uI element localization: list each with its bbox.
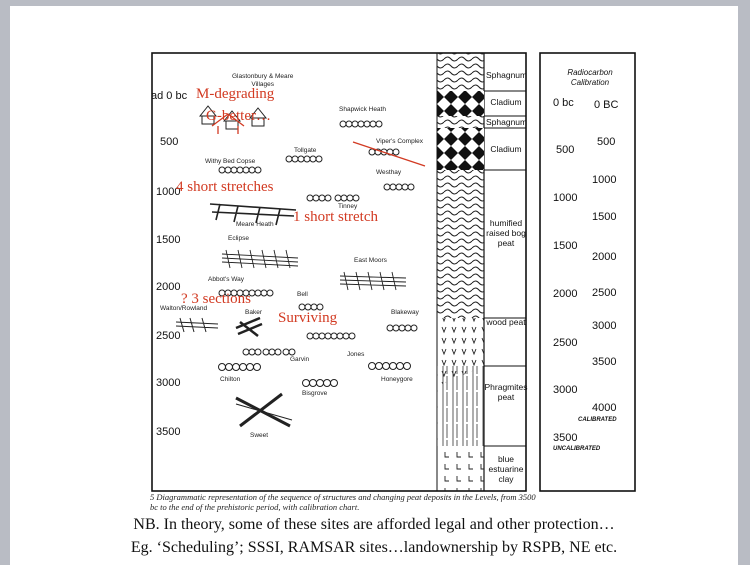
label-baker: Baker: [245, 309, 262, 316]
uncalibrated-label: UNCALIBRATED: [553, 446, 601, 452]
label-garvin: Garvin: [290, 356, 310, 363]
slide: [10, 6, 738, 565]
label-blakeway: Blakeway: [391, 309, 419, 316]
label-sweet: Sweet: [250, 432, 269, 439]
cal-tick: 0 BC: [594, 99, 619, 111]
year-label: ad 0 bc: [151, 90, 188, 102]
annotation-surviving: Surviving: [278, 310, 338, 326]
cal-tick: 1000: [592, 174, 617, 186]
label-meare-heath: Meare Heath: [236, 221, 274, 228]
uncal-tick: 0 bc: [553, 97, 574, 109]
label-bell: Bell: [297, 291, 308, 298]
label-east-moors: East Moors: [354, 257, 387, 264]
figure-caption: 5 Diagrammatic representation of the sequence of structures and changing peat deposits in the Levels, from 3500 bc to the end of the prehistoric period, with calibration chart.: [150, 492, 536, 512]
cal-tick: 3500: [592, 356, 617, 368]
cal-tick: 1500: [592, 211, 617, 223]
annotation-g-better: G-better…: [206, 108, 271, 124]
label-jones: Jones: [347, 351, 365, 358]
cal-tick: 3000: [592, 320, 617, 332]
layer-wood-peat: wood peat: [486, 317, 526, 327]
note-line-1: NB. In theory, some of these sites are afforded legal and other protection…: [133, 516, 615, 533]
label-chilton: Chilton: [220, 376, 241, 383]
layer-humified-peat: humified raised bog peat: [486, 218, 526, 248]
uncal-tick: 500: [556, 144, 575, 156]
label-withy: Withy Bed Copse: [205, 158, 256, 165]
layer-estuarine-clay: blue estuarine clay: [488, 454, 524, 484]
label-tollgate: Tollgate: [294, 147, 317, 154]
label-eclipse: Eclipse: [228, 235, 249, 242]
layer-sphagnum-top: Sphagnum: [486, 70, 528, 80]
annotation-four-short: 4 short stretches: [176, 179, 274, 195]
year-label: 3500: [156, 426, 181, 438]
label-bisgrove: Bisgrove: [302, 390, 328, 397]
year-label: 1000: [156, 186, 181, 198]
cal-tick: 500: [597, 136, 616, 148]
year-label: 2500: [156, 330, 181, 342]
uncal-tick: 2000: [553, 288, 578, 300]
label-westhay: Westhay: [376, 169, 402, 176]
year-label: 3000: [156, 377, 181, 389]
calibration-chart-frame: [540, 53, 635, 491]
uncal-tick: 1500: [553, 240, 578, 252]
layer-sphagnum-2: Sphagnum: [486, 117, 528, 127]
calibrated-label: CALIBRATED: [578, 417, 617, 423]
uncal-tick: 2500: [553, 337, 578, 349]
year-label: 2000: [156, 281, 181, 293]
year-label: 1500: [156, 234, 181, 246]
year-label: 500: [160, 136, 179, 148]
label-glastonbury: Glastonbury & Meare Villages: [232, 73, 294, 88]
uncal-tick: 3500: [553, 432, 578, 444]
layer-cladium-1: Cladium: [490, 97, 522, 107]
layer-cladium-2: Cladium: [490, 144, 522, 154]
cal-tick: 4000: [592, 402, 617, 414]
uncal-tick: 1000: [553, 192, 578, 204]
label-vipers: Viper's Complex: [376, 138, 424, 145]
label-honeygore: Honeygore: [381, 376, 413, 383]
annotation-one-short: 1 short stretch: [293, 209, 378, 225]
uncal-tick: 3000: [553, 384, 578, 396]
annotation-three-sections: ? 3 sections: [181, 291, 251, 307]
annotation-m-degrading: M-degrading: [196, 86, 275, 102]
chain-shapwick: [340, 121, 382, 127]
label-abbots-way: Abbot's Way: [208, 276, 245, 283]
cal-tick: 2500: [592, 287, 617, 299]
calibration-title: Radiocarbon Calibration: [567, 68, 613, 87]
note-line-2: Eg. ‘Scheduling’; SSSI, RAMSAR sites…landownership by RSPB, NE etc.: [130, 539, 618, 556]
label-shapwick: Shapwick Heath: [339, 106, 386, 113]
layer-phragmites: Phragmites peat: [484, 382, 528, 402]
cal-tick: 2000: [592, 251, 617, 263]
label-tinney: Tinney: [338, 203, 358, 210]
label-walton: Walton/Rowland: [160, 305, 208, 312]
